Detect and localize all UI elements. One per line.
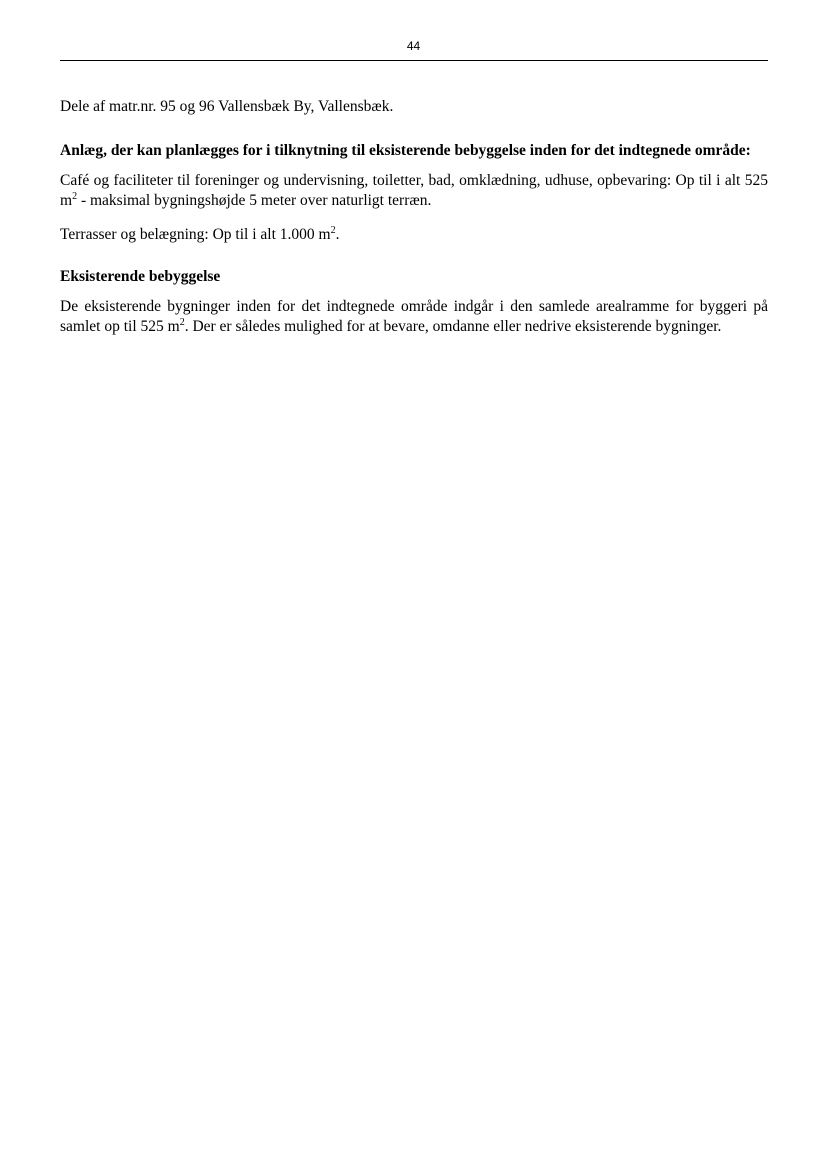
facilities-text: Café og faciliteter til foreninger og undervisning, toiletter, bad, omklædning, udhuse, opbevaring: Op til i alt 525 m (60, 172, 768, 209)
terraces-text: Terrasser og belægning: Op til i alt 1.000 m (60, 226, 331, 243)
section-heading-facilities: Anlæg, der kan planlægges for i tilknytning til eksisterende bebyggelse inden for det indtegnede område: (60, 142, 751, 159)
terraces-text-end: . (335, 226, 340, 243)
facilities-paragraph (60, 171, 768, 211)
section-heading-existing-buildings: Eksisterende bebyggelse (60, 268, 221, 285)
document-body (60, 97, 768, 351)
existing-buildings-text: De eksisterende bygninger inden for det indtegnede område indgår i den samlede arealramme for byggeri på samlet op til 525 m (60, 298, 768, 335)
facilities-text-end: - maksimal bygningshøjde 5 meter over naturligt terræn. (77, 192, 432, 209)
intro-paragraph: Dele af matr.nr. 95 og 96 Vallensbæk By, Vallensbæk. (60, 98, 394, 115)
superscript: 2 (72, 190, 78, 202)
existing-buildings-text-end: . Der er således mulighed for at bevare, omdanne eller nedrive eksisterende bygninger. (184, 318, 722, 335)
superscript: 2 (179, 316, 185, 328)
page-number: 44 (406, 39, 421, 53)
header-divider (60, 60, 768, 61)
existing-buildings-paragraph (60, 297, 768, 337)
terraces-paragraph (60, 225, 768, 245)
superscript: 2 (330, 224, 336, 236)
